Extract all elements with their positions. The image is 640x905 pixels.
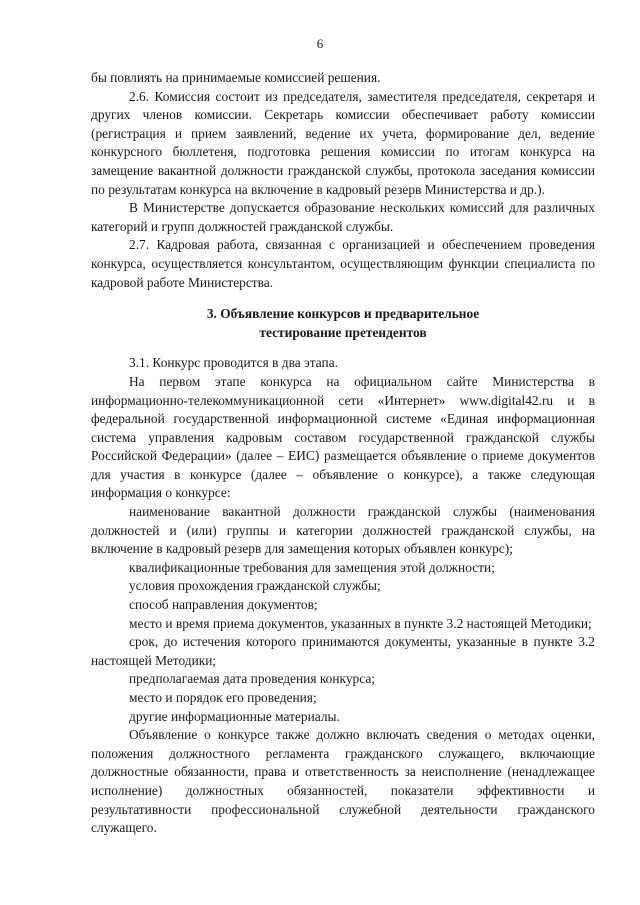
list-item: наименование вакантной должности гражданской службы (наименования должностей и (или) группы и категории должностей гражданской службы, на включение в кадровый резерв для замещения которых объявлен конкурс); xyxy=(91,504,595,557)
list-item: предполагаемая дата проведения конкурса; xyxy=(129,671,376,687)
paragraph: бы повлиять на принимаемые комиссией решения. xyxy=(91,70,381,85)
list-item: квалификационные требования для замещения этой должности; xyxy=(129,559,495,575)
section-heading-line: тестирование претендентов xyxy=(259,324,427,340)
section-heading xyxy=(91,305,595,342)
paragraph: 2.7. Кадровая работа, связанная с организацией и обеспечением проведения конкурса, осуществляется консультантом, осуществляющим функции специалиста по кадровой работе Министерства. xyxy=(91,237,595,290)
list-item: способ направления документов; xyxy=(129,597,318,613)
paragraph: В Министерстве допускается образование нескольких комиссий для различных категорий и групп должностей гражданской службы. xyxy=(91,200,595,234)
list-item: место и порядок его проведения; xyxy=(129,690,317,705)
document-body xyxy=(91,69,595,838)
list-item: срок, до истечения которого принимаются документы, указанные в пункте 3.2 настоящей Методики; xyxy=(91,634,595,668)
list-item: условия прохождения гражданской службы; xyxy=(129,578,381,594)
section-heading-line: 3. Объявление конкурсов и предварительное xyxy=(206,306,480,322)
paragraph: 3.1. Конкурс проводится в два этапа. xyxy=(129,355,339,371)
paragraph: 2.6. Комиссия состоит из председателя, заместителя председателя, секретаря и других членов комиссии. Секретарь комиссии обеспечивает работу комиссии (регистрация и прием заявлений, ведение их учета, формирование дел, ведение конкурсного бюллетеня, подготовка решения комиссии по итогам конкурса на замещение вакантной должности гражданской службы, протокола заседания комиссии по результатам конкурса на включение в кадровый резерв Министерства и др.). xyxy=(91,88,595,197)
paragraph: Объявление о конкурсе также должно включать сведения о методах оценки, положения должностного регламента гражданского служащего, включающие должностные обязанности, права и ответственность за неисполнение (ненадлежащее исполнение) должностных обязанностей, показатели эффективности и результативности профессиональной служебной деятельности гражданского служащего. xyxy=(91,727,595,836)
list-item: место и время приема документов, указанных в пункте 3.2 настоящей Методики; xyxy=(129,615,592,631)
paragraph: На первом этапе конкурса на официальном сайте Министерства в информационно-телекоммуникационной сети «Интернет» www.digital42.ru и в федеральной государственной информационной системе «Единая информационная система управления кадровым составом государственной гражданской службы Российской Федерации» (далее – ЕИС) размещается объявление о приеме документов для участия в конкурсе (далее – объявление о конкурсе), а также следующая информация о конкурсе: xyxy=(91,373,595,501)
list-item: другие информационные материалы. xyxy=(129,708,340,724)
page-number: 6 xyxy=(316,36,324,51)
